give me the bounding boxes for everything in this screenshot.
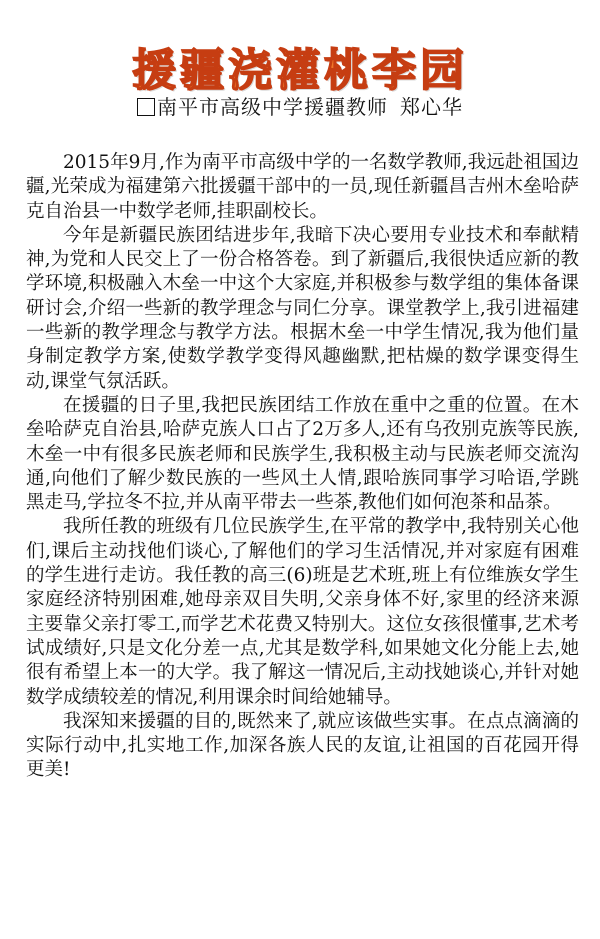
square-marker-icon (137, 98, 155, 116)
author-name: 郑心华 (400, 95, 463, 119)
author-affiliation: 南平市高级中学援疆教师 (157, 95, 388, 119)
paragraph: 我深知来援疆的目的,既然来了,就应该做些实事。在点点滴滴的实际行动中,扎实地工作,加深各族人民的友谊,让祖国的百花园开得更美! (26, 710, 579, 781)
article-body (26, 151, 579, 783)
paragraph: 我所任教的班级有几位民族学生,在平常的教学中,我特别关心他们,课后主动找他们谈心,了解他们的学习生活情况,并对家庭有困难的学生进行走访。我任教的高三(6)班是艺术班,班上有位维族女学生家庭经济特别困难,她母亲双目失明,父亲身体不好,家里的经济来源主要靠父亲打零工,而学艺术花费又特别大。这位女孩很懂事,艺术考试成绩好,只是文化分差一点,尤其是数学科,如果她文化分能上去,她很有希望上本一的大学。我了解这一情况后,主动找她谈心,并针对她数学成绩较差的情况,利用课余时间给她辅导。 (26, 516, 579, 708)
byline (0, 92, 600, 122)
paragraph: 2015年9月,作为南平市高级中学的一名数学教师,我远赴祖国边疆,光荣成为福建第六批援疆干部中的一员,现任新疆昌吉州木垒哈萨克自治县一中数学老师,挂职副校长。 (26, 152, 579, 222)
paragraph: 今年是新疆民族团结进步年,我暗下决心要用专业技术和奉献精神,为党和人民交上了一份合格答卷。到了新疆后,我很快适应新的教学环境,积极融入木垒一中这个大家庭,并积极参与数学组的集体备课研讨会,介绍一些新的教学理念与同仁分享。课堂教学上,我引进福建一些新的教学理念与教学方法。根据木垒一中学生情况,我为他们量身制定教学方案,使数学教学变得风趣幽默,把枯燥的数学课变得生动,课堂气氛活跃。 (26, 224, 579, 392)
paragraph: 在援疆的日子里,我把民族团结工作放在重中之重的位置。在木垒哈萨克自治县,哈萨克族人口占了2万多人,还有乌孜别克族等民族,木垒一中有很多民族老师和民族学生,我积极主动与民族老师交流沟通,向他们了解少数民族的一些风土人情,跟哈族同事学习哈语,学跳黑走马,学拉冬不拉,并从南平带去一些茶,教他们如何泡茶和品茶。 (26, 394, 579, 514)
article-title: 援疆浇灌桃李园 (132, 45, 468, 97)
